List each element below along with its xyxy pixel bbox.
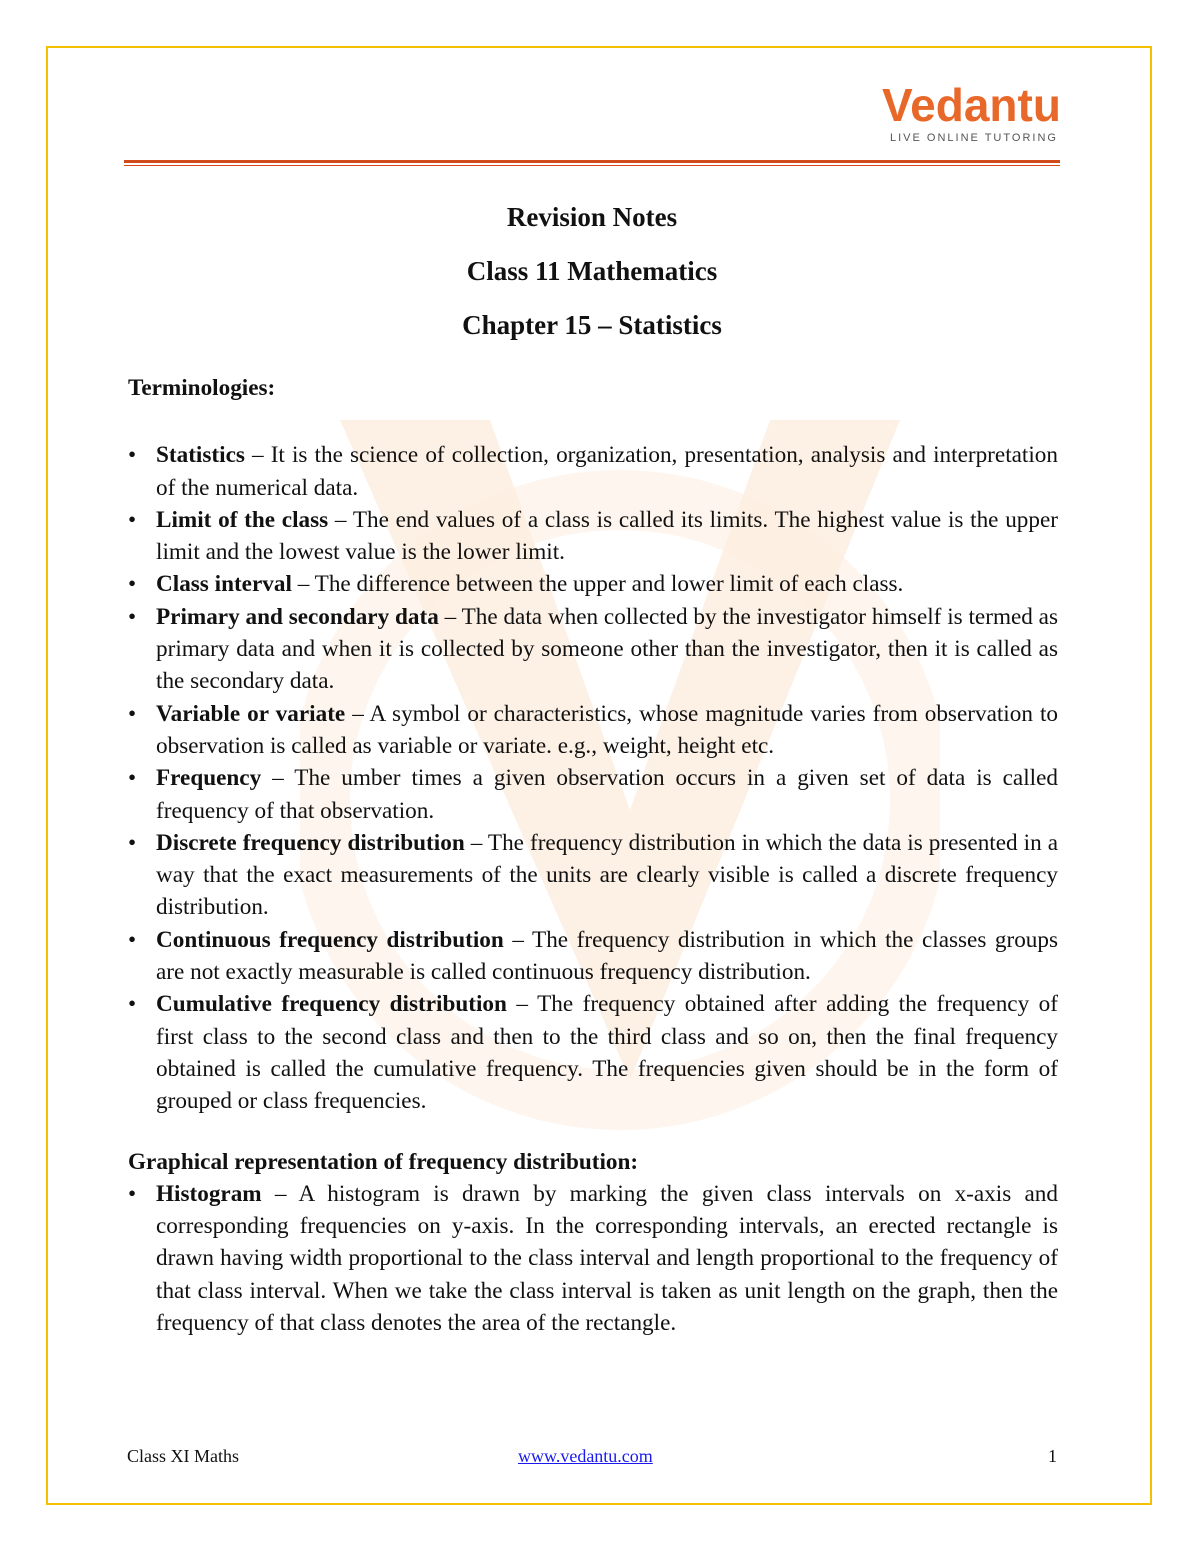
terminologies-list [128, 439, 1058, 1117]
list-item [128, 988, 1058, 1117]
list-item [128, 827, 1058, 924]
term-label: Continuous frequency distribution [156, 926, 504, 953]
logo-tagline: LIVE ONLINE TUTORING [890, 132, 1058, 144]
graphical-heading: Graphical representation of frequency distribution: [128, 1148, 639, 1175]
title-class: Class 11 Mathematics [466, 256, 718, 286]
term-label: Frequency [156, 765, 262, 792]
graphical-list [128, 1178, 1058, 1339]
list-item [128, 698, 1058, 763]
header-divider-thin [124, 165, 1060, 166]
term-label: Histogram [156, 1180, 262, 1207]
term-definition: – The end values of a class is called its limits. The highest value is the upper limit and the lowest value is the lower limit. [156, 506, 1058, 566]
term-definition: – The frequency obtained after adding the frequency of first class to the second class and then to the third class and so on, then the final frequency obtained is called the cumulative frequency. The frequencies given should be in the form of grouped or class frequencies. [156, 991, 1058, 1115]
term-label: Cumulative frequency distribution [156, 991, 507, 1018]
term-label: Variable or variate [156, 700, 346, 727]
footer-website-link[interactable]: www.vedantu.com [518, 1446, 653, 1466]
main-content [128, 372, 1058, 1339]
logo-wordmark: Vedantu [882, 79, 1061, 131]
list-item [128, 924, 1058, 989]
term-definition: – The frequency distribution in which the data is presented in a way that the exact measurements of the units are clearly visible is called a discrete frequency distribution. [156, 829, 1058, 921]
list-item [128, 762, 1058, 827]
term-label: Statistics [156, 442, 245, 469]
footer-left: Class XI Maths [127, 1446, 239, 1466]
list-item [128, 504, 1058, 569]
list-item [128, 568, 1058, 600]
term-definition: – A histogram is drawn by marking the given class intervals on x-axis and corresponding frequencies on y-axis. In the corresponding intervals, an erected rectangle is drawn having width proportional to the class interval and length proportional to the frequency of that class interval. When we take the class interval is taken as unit length on the graph, then the frequency of that class denotes the area of the rectangle. [156, 1180, 1058, 1337]
header-divider [124, 160, 1060, 163]
term-definition: – The data when collected by the investigator himself is termed as primary data and when it is collected by someone other than the investigator, then it is called as the secondary data. [156, 603, 1058, 695]
term-label: Discrete frequency distribution [156, 829, 465, 856]
list-item [128, 1178, 1058, 1339]
term-definition: – The difference between the upper and lower limit of each class. [291, 571, 904, 598]
term-definition: – The umber times a given observation occurs in a given set of data is called frequency of that observation. [156, 765, 1058, 824]
term-label: Primary and secondary data [156, 603, 439, 630]
term-label: Class interval [156, 571, 292, 598]
term-label: Limit of the class [156, 506, 329, 533]
terminologies-heading: Terminologies: [128, 375, 276, 401]
title-revision-notes: Revision Notes [506, 202, 678, 232]
page-number: 1 [1048, 1446, 1057, 1466]
vedantu-logo[interactable] [882, 79, 1066, 148]
list-item [128, 601, 1058, 698]
term-definition: – A symbol or characteristics, whose magnitude varies from observation to observation is called as variable or variate. e.g., weight, height etc. [156, 700, 1058, 759]
title-chapter: Chapter 15 – Statistics [462, 310, 722, 340]
term-definition: – It is the science of collection, organization, presentation, analysis and interpretation of the numerical data. [156, 442, 1058, 501]
term-definition: – The frequency distribution in which the classes groups are not exactly measurable is called continuous frequency distribution. [156, 926, 1058, 986]
list-item [128, 439, 1058, 504]
